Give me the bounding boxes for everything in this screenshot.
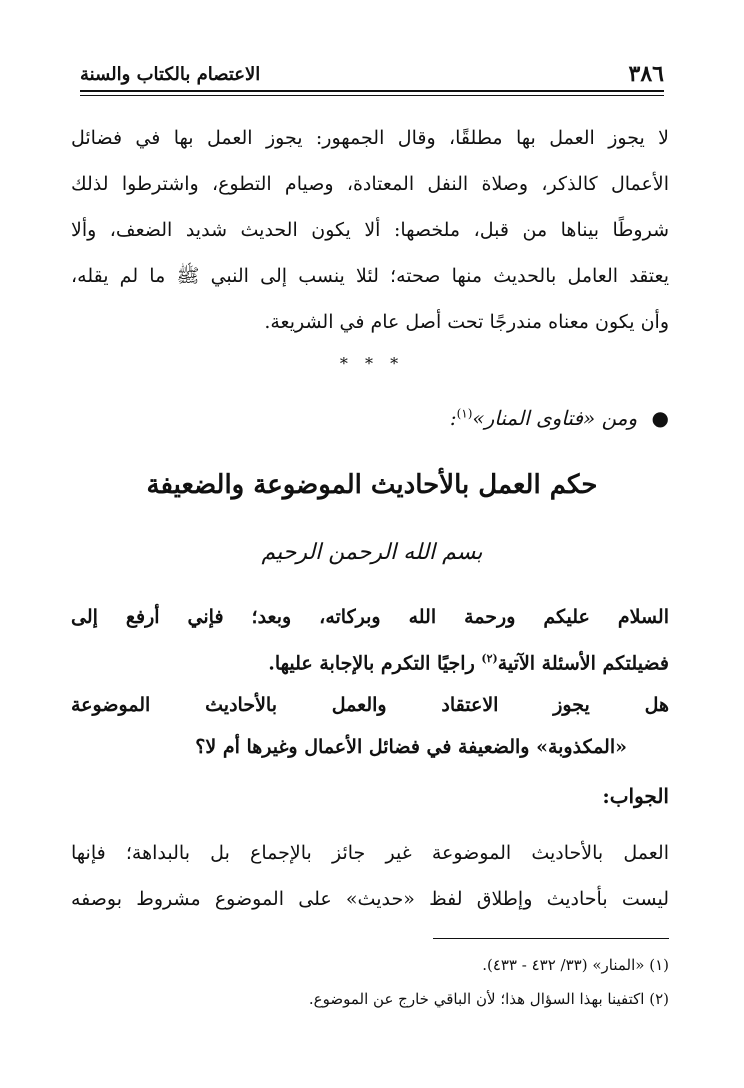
footnote-rule <box>433 938 669 939</box>
paragraph-line: شروطًا بيناها من قبل، ملخصها: ألا يكون الحديث شديد الضعف، وألا <box>71 219 669 241</box>
footnote: (١) «المنار» (٣٣/ ٤٣٢ - ٤٣٣). <box>482 956 669 974</box>
question <box>71 684 669 768</box>
footnotes <box>71 948 669 1016</box>
source-line <box>450 406 669 430</box>
question-intro-line: السلام عليكم ورحمة الله وبركاته، وبعد؛ فإني أرفع إلى <box>71 606 669 628</box>
answer-paragraph <box>71 830 669 922</box>
question-line: «المكذوبة» والضعيفة في فضائل الأعمال وغيرها أم لا؟ <box>195 736 627 758</box>
answer-line: العمل بالأحاديث الموضوعة غير جائز بالإجماع بل بالبداهة؛ فإنها <box>71 842 669 864</box>
footnote: (٢) اكتفينا بهذا السؤال هذا؛ لأن الباقي خارج عن الموضوع. <box>308 990 669 1008</box>
question-intro-text: راجيًا التكرم بالإجابة عليها. <box>268 652 482 675</box>
section-heading: حكم العمل بالأحاديث الموضوعة والضعيفة <box>146 470 598 500</box>
question-intro <box>71 596 669 680</box>
paragraph-line: الأعمال كالذكر، وصلاة النفل المعتادة، وصيام التطوع، واشترطوا لذلك <box>71 173 669 195</box>
question-intro-line <box>71 638 669 680</box>
answer-label: الجواب: <box>602 784 669 808</box>
source-colon: : <box>449 406 457 430</box>
footnote-ref: (١) <box>456 406 473 421</box>
answer-line: ليست بأحاديث وإطلاق لفظ «حديث» على الموضوع مشروط بوصفه <box>71 888 669 910</box>
header-rule-thick <box>80 90 664 92</box>
footnote-ref: (٢) <box>481 652 498 665</box>
bullet-icon: ● <box>651 406 669 430</box>
basmala: بسم الله الرحمن الرحيم <box>261 540 483 565</box>
running-head <box>80 58 664 90</box>
header-rule-thin <box>80 95 664 96</box>
source-text: ومن «فتاوى المنار» <box>472 406 638 430</box>
paragraph-1 <box>71 115 669 345</box>
paragraph-line: يعتقد العامل بالحديث منها صحته؛ لئلا ينسب إلى النبي ﷺ ما لم يقله، <box>71 265 669 287</box>
question-line: هل يجوز الاعتقاد والعمل بالأحاديث الموضوعة <box>71 694 669 716</box>
page-number: ٣٨٦ <box>628 61 664 87</box>
running-title: الاعتصام بالكتاب والسنة <box>80 63 261 85</box>
paragraph-line: لا يجوز العمل بها مطلقًا، وقال الجمهور: يجوز العمل بها في فضائل <box>71 127 669 149</box>
paragraph-line: وأن يكون معناه مندرجًا تحت أصل عام في الشريعة. <box>264 311 669 333</box>
section-separator: * * * <box>339 354 405 373</box>
question-intro-text: فضيلتكم الأسئلة الآتية <box>497 652 669 675</box>
